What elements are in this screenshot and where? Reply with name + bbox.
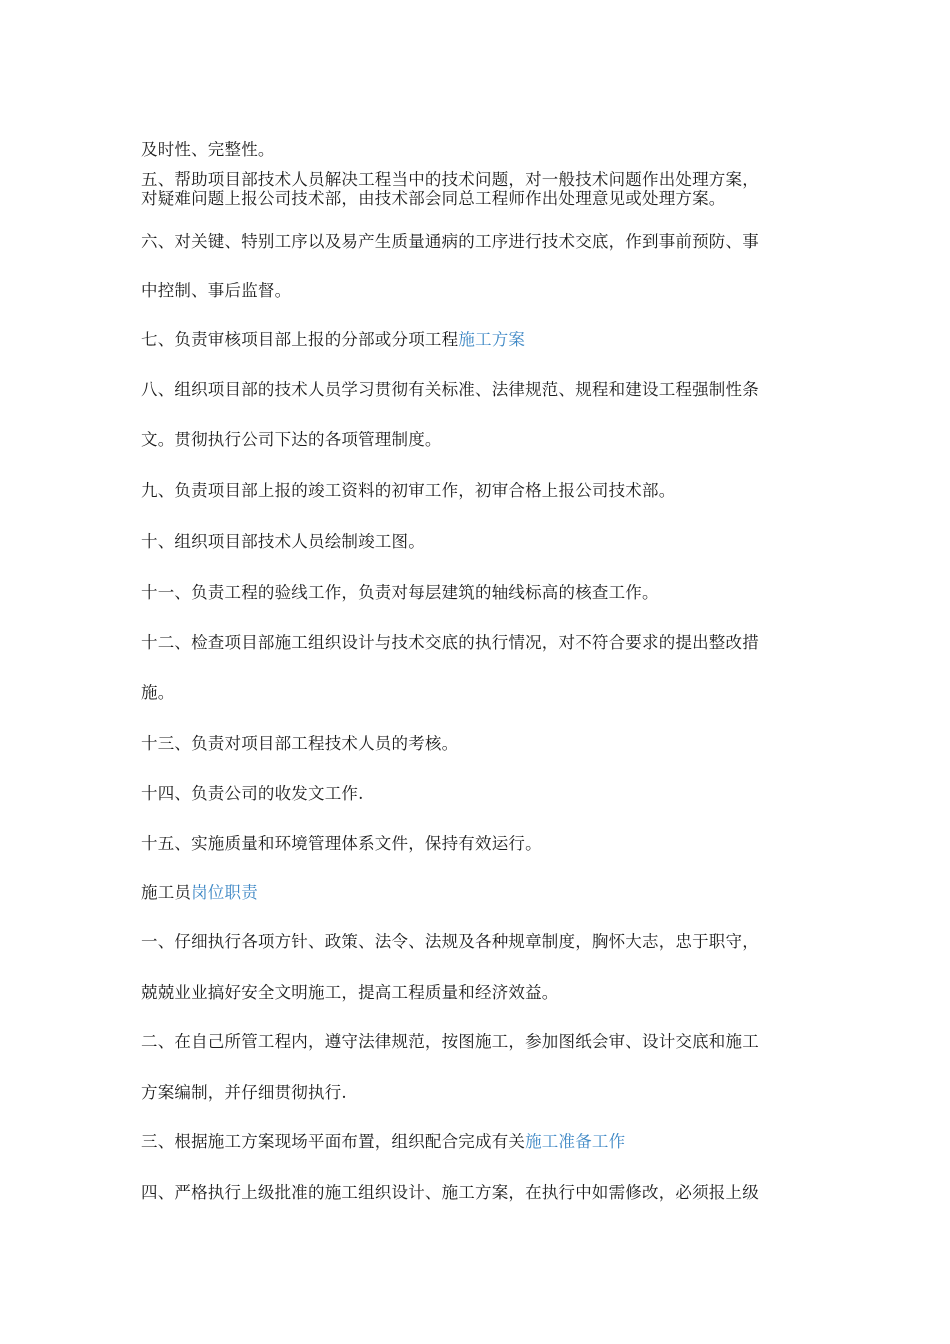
text-line: 六、对关键、特别工序以及易产生质量通病的工序进行技术交底，作到事前预防、事: [141, 232, 759, 251]
text-line: 方案编制，并仔细贯彻执行.: [141, 1083, 347, 1102]
text-line: 十、组织项目部技术人员绘制竣工图。: [141, 532, 425, 551]
text-segment: 施工员: [141, 883, 192, 902]
text-line: [141, 330, 525, 350]
text-line: 四、严格执行上级批准的施工组织设计、施工方案，在执行中如需修改，必须报上级: [141, 1183, 759, 1202]
text-line: 及时性、完整性。: [141, 140, 275, 159]
text-line: 十四、负责公司的收发文工作.: [141, 784, 364, 803]
link-construction-plan[interactable]: 施工方案: [458, 330, 526, 349]
text-line: 一、仔细执行各项方针、政策、法令、法规及各种规章制度，胸怀大志，忠于职守，: [141, 932, 759, 951]
text-line: 中控制、事后监督。: [141, 281, 292, 300]
text-line: 九、负责项目部上报的竣工资料的初审工作，初审合格上报公司技术部。: [141, 481, 676, 500]
section-heading: [141, 883, 258, 903]
text-line: 十一、负责工程的验线工作，负责对每层建筑的轴线标高的核查工作。: [141, 583, 659, 602]
link-construction-preparation[interactable]: 施工准备工作: [525, 1132, 626, 1151]
text-line: 五、帮助项目部技术人员解决工程当中的技术问题，对一般技术问题作出处理方案，: [141, 170, 759, 189]
text-line: 对疑难问题上报公司技术部，由技术部会同总工程师作出处理意见或处理方案。: [141, 189, 726, 208]
text-line: 文。贯彻执行公司下达的各项管理制度。: [141, 430, 442, 449]
text-line: 二、在自己所管工程内，遵守法律规范，按图施工，参加图纸会审、设计交底和施工: [141, 1032, 759, 1051]
text-line: [141, 1132, 625, 1152]
link-job-duties[interactable]: 岗位职责: [191, 883, 258, 902]
text-segment: 七、负责审核项目部上报的分部或分项工程: [141, 330, 459, 349]
text-line: 十三、负责对项目部工程技术人员的考核。: [141, 734, 459, 753]
text-segment: 三、根据施工方案现场平面布置，组织配合完成有关: [141, 1132, 526, 1151]
text-line: 十二、检查项目部施工组织设计与技术交底的执行情况，对不符合要求的提出整改措: [141, 633, 759, 652]
text-line: 施。: [141, 683, 175, 702]
text-line: 十五、实施质量和环境管理体系文件，保持有效运行。: [141, 834, 542, 853]
text-line: 八、组织项目部的技术人员学习贯彻有关标准、法律规范、规程和建设工程强制性条: [141, 380, 759, 399]
text-line: 兢兢业业搞好安全文明施工，提高工程质量和经济效益。: [141, 983, 559, 1002]
